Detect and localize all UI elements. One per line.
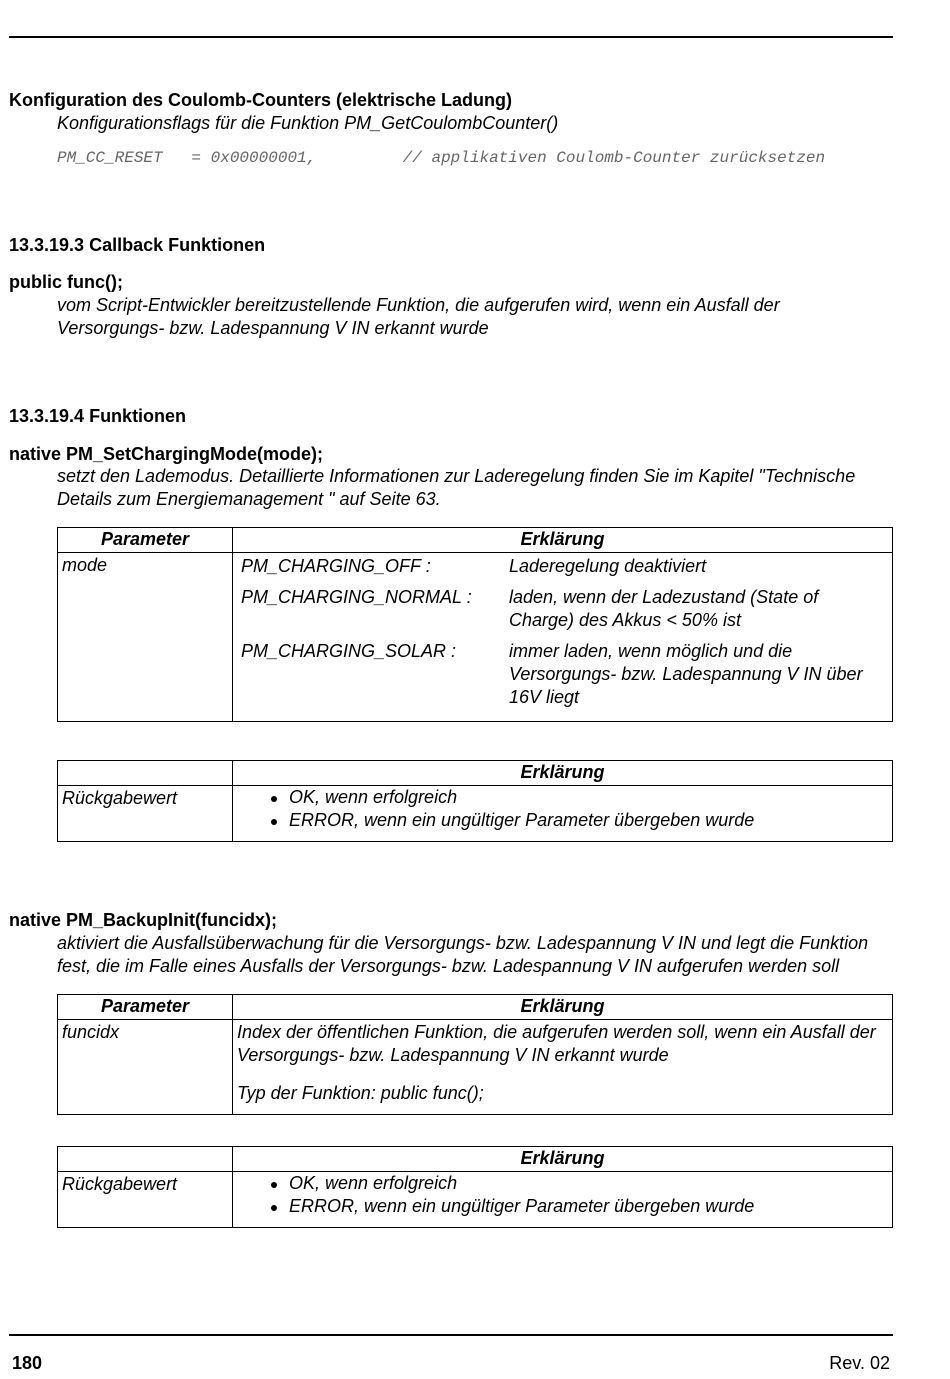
mode-name: PM_CHARGING_SOLAR : — [241, 641, 457, 661]
backupinit-desc-line2: fest, die im Falle eines Ausfalls der Versorgungs- bzw. Ladespannung V IN aufgerufen werden soll — [57, 956, 840, 976]
return-values-cell — [233, 1172, 893, 1228]
backupinit-desc-line1: aktiviert die Ausfallsüberwachung für die Versorgungs- bzw. Ladespannung V IN und legt die Funktion — [57, 933, 869, 953]
mode-name: PM_CHARGING_NORMAL : — [241, 587, 472, 607]
param-name: funcidx — [58, 1020, 233, 1115]
setcharging-param-table — [57, 527, 893, 722]
backupinit-return-table — [57, 1146, 893, 1228]
return-label: Rückgabewert — [58, 1172, 233, 1228]
coulomb-code-line: PM_CC_RESET = 0x00000001, // applikativen Coulomb-Counter zurücksetzen — [57, 149, 826, 167]
setcharging-desc-line1: setzt den Lademodus. Detaillierte Informationen zur Laderegelung finden Sie im Kapitel "Technische — [57, 466, 856, 486]
return-item: ERROR, wenn ein ungültiger Parameter übergeben wurde — [289, 809, 892, 832]
setcharging-signature: native PM_SetChargingMode(mode); — [9, 444, 324, 464]
param-function-type: Typ der Funktion: public func(); — [237, 1083, 484, 1103]
return-values-cell — [233, 786, 893, 842]
revision-label: Rev. 02 — [829, 1353, 890, 1373]
functions-section-heading: 13.3.19.4 Funktionen — [9, 406, 187, 426]
page-number: 180 — [12, 1353, 43, 1373]
param-explanation-cell — [233, 1020, 893, 1115]
callback-desc-line1: vom Script-Entwickler bereitzustellende Funktion, die aufgerufen wird, wenn ein Ausfall der — [57, 295, 780, 315]
explanation-header: Erklärung — [233, 1147, 893, 1172]
return-label: Rückgabewert — [58, 786, 233, 842]
param-name: mode — [58, 553, 233, 722]
explanation-header: Erklärung — [233, 528, 893, 553]
setcharging-return-table — [57, 760, 893, 842]
param-header: Parameter — [58, 995, 233, 1020]
explanation-header: Erklärung — [233, 995, 893, 1020]
mode-name: PM_CHARGING_OFF : — [241, 556, 431, 576]
setcharging-desc-line2: Details zum Energiemanagement " auf Seite 63. — [57, 489, 441, 509]
callback-section-heading: 13.3.19.3 Callback Funktionen — [9, 235, 266, 255]
mode-list-cell — [233, 553, 893, 722]
callback-desc-line2: Versorgungs- bzw. Ladespannung V IN erkannt wurde — [57, 318, 489, 338]
return-item: ERROR, wenn ein ungültiger Parameter übergeben wurde — [289, 1195, 892, 1218]
mode-description: Laderegelung deaktiviert — [509, 556, 707, 576]
param-explanation: Index der öffentlichen Funktion, die aufgerufen werden soll, wenn ein Ausfall der Versorgungs- bzw. Ladespannung V IN erkannt wurde — [237, 1022, 876, 1065]
mode-description: immer laden, wenn möglich und die Versorgungs- bzw. Ladespannung V IN über 16V liegt — [509, 641, 863, 707]
explanation-header: Erklärung — [233, 761, 893, 786]
mode-description: laden, wenn der Ladezustand (State of Charge) des Akkus < 50% ist — [509, 587, 819, 630]
header-rule — [9, 36, 893, 38]
callback-func-signature: public func(); — [9, 272, 123, 292]
coulomb-heading: Konfiguration des Coulomb-Counters (elektrische Ladung) — [9, 90, 513, 110]
return-header-empty — [58, 1147, 233, 1172]
coulomb-subtitle: Konfigurationsflags für die Funktion PM_GetCoulombCounter() — [57, 113, 559, 133]
return-item: OK, wenn erfolgreich — [289, 1172, 892, 1195]
param-header: Parameter — [58, 528, 233, 553]
return-item: OK, wenn erfolgreich — [289, 786, 892, 809]
return-header-empty — [58, 761, 233, 786]
footer-rule — [9, 1334, 893, 1336]
backupinit-param-table — [57, 994, 893, 1115]
backupinit-signature: native PM_BackupInit(funcidx); — [9, 910, 278, 930]
